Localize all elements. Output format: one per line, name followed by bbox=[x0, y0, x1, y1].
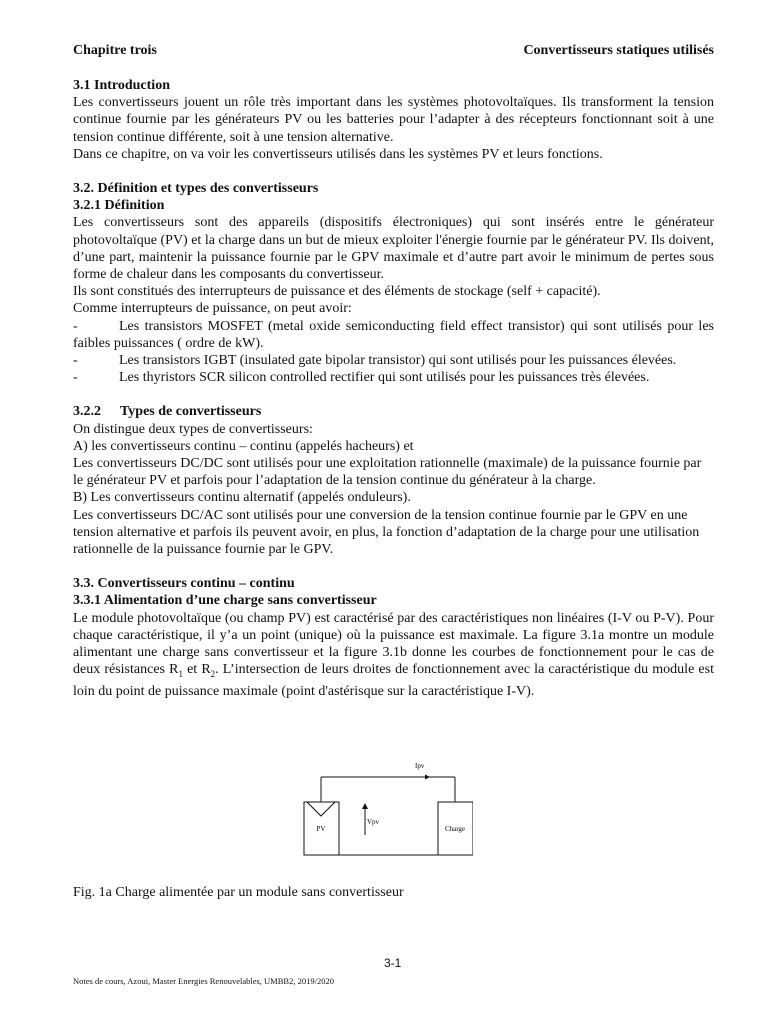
section-3-3-title: 3.3. Convertisseurs continu – continu bbox=[73, 576, 295, 592]
page-number: 3-1 bbox=[384, 956, 402, 970]
module-paragraph: Le module photovoltaïque (ou champ PV) est caractérisé par des caractéristiques non linéaires (I-V ou P-V). Pour chaque caractéristique, il y’a un point (unique) où la puissance est maximale. La figure 3.1a montre un module alimentant une charge sans convertisseur et la figure 3.1b donne les courbes de fonctionnement pour le cas de deux résistances $R_1$ et $R_2$. L’intersection de leurs droites de fonctionnement avec la caractéristique du module est loin du point de puissance maximale (point d'astérisque sur la caractéristique I-V). bbox=[73, 610, 714, 700]
ipv-label: Ipv bbox=[415, 762, 425, 770]
subsection-3-2-2-title: 3.2.2 Types de convertisseurs bbox=[73, 404, 262, 420]
running-header bbox=[73, 42, 714, 60]
charge-label: Charge bbox=[444, 825, 466, 833]
components-paragraph: Ils sont constitués des interrupteurs de puissance et des éléments de stockage (self + capacité). bbox=[73, 284, 601, 300]
current-arrow-icon bbox=[413, 775, 430, 780]
type-a: A) les convertisseurs continu – continu (appelés hacheurs) et bbox=[73, 438, 414, 454]
intro-paragraph-2: Dans ce chapitre, on va voir les convertisseurs utilisés dans les systèmes PV et leurs fonctions. bbox=[73, 146, 603, 162]
switches-intro: Comme interrupteurs de puissance, on peut avoir: bbox=[73, 301, 352, 317]
types-intro: On distingue deux types de convertisseurs: bbox=[73, 421, 313, 437]
section-3-2-title: 3.2. Définition et types des convertisseurs bbox=[73, 181, 319, 197]
intro-paragraph: Les convertisseurs jouent un rôle très important dans les systèmes photovoltaïques. Ils transforment la tension continue fournie par les générateurs PV ou les batteries pour l’adapter à des récepteurs fonctionnant soit à une tension continue différente, soit à une tension alternative. bbox=[73, 95, 714, 145]
vpv-label: Vpv bbox=[367, 818, 380, 826]
definition-paragraph: Les convertisseurs sont des appareils (dispositifs électroniques) qui sont insérés entre le générateur photovoltaïque (PV) et la charge dans un but de mieux exploiter l'énergie fournie par le générateur PV. Ils doivent, d’une part, maintenir la puissance fournie par le GPV maximale et d’autre part avoir le minimum de pertes sous forme de chaleur dans les composants du convertisseur. bbox=[73, 215, 714, 283]
list-item: - Les thyristors SCR silicon controlled rectifier qui sont utilisés pour les puissances très élevées. bbox=[73, 370, 650, 386]
figure-caption: Fig. 1a Charge alimentée par un module sans convertisseur bbox=[73, 885, 404, 900]
header-chapter: Chapitre trois bbox=[73, 43, 157, 58]
subsection-3-3-1-title: 3.3.1 Alimentation d’une charge sans convertisseur bbox=[73, 593, 377, 609]
type-b: B) Les convertisseurs continu alternatif (appelés onduleurs). bbox=[73, 490, 411, 506]
page-content bbox=[73, 42, 714, 701]
list-item: - Les transistors IGBT (insulated gate bipolar transistor) qui sont utilisés pour les puissances élevées. bbox=[73, 353, 677, 369]
footer-note: Notes de cours, Azoui, Master Energies Renouvelables, UMBB2, 2019/2020 bbox=[73, 976, 334, 986]
dcac-paragraph: Les convertisseurs DC/AC sont utilisés pour une conversion de la tension continue fournie par le GPV en une tension alternative et parfois ils peuvent avoir, en plus, la fonction d’adaptation de la charge pour une utilisation rationnelle de la puissance fournie par le GPV. bbox=[73, 507, 700, 558]
pv-label: PV bbox=[316, 825, 326, 833]
list-item: - Les transistors MOSFET (metal oxide semiconducting field effect transistor) qui sont utilisés pour les faibles puissances ( ordre de kW). bbox=[73, 318, 714, 351]
circuit-diagram bbox=[303, 757, 473, 867]
header-title: Convertisseurs statiques utilisés bbox=[523, 43, 714, 58]
subsection-3-2-1-title: 3.2.1 Définition bbox=[73, 198, 165, 214]
section-3-1-title: 3.1 Introduction bbox=[73, 78, 170, 93]
dcdc-paragraph: Les convertisseurs DC/DC sont utilisés pour une exploitation rationnelle (maximale) de la puissance fournie par le générateur PV et parfois pour l’adaptation de la tension continue du générateur à la charge. bbox=[73, 456, 702, 489]
